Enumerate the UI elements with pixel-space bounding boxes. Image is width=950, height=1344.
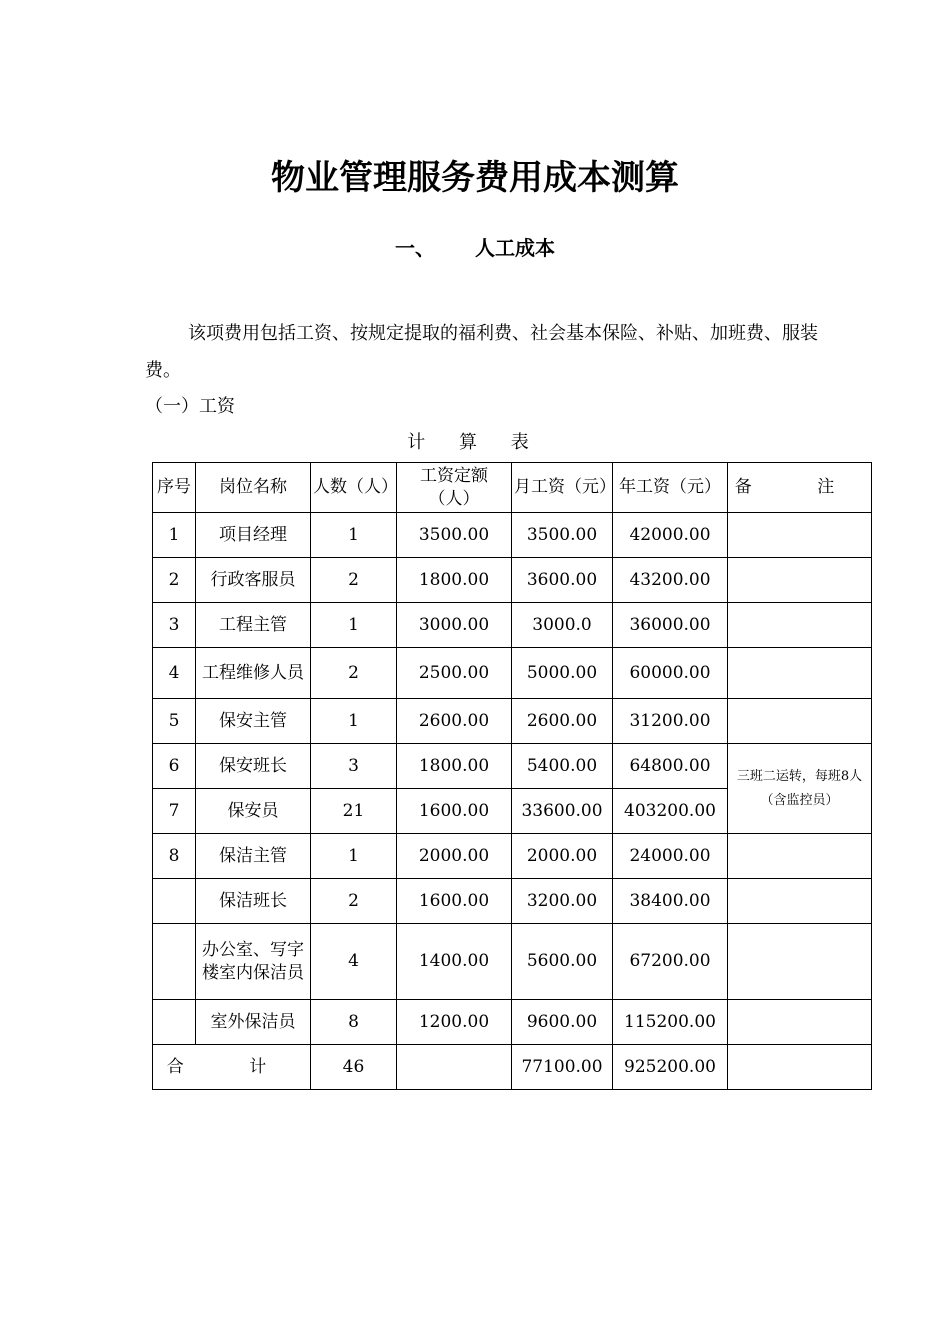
- header-rate: 工资定额（人）: [397, 463, 512, 513]
- subheading: （一）工资: [145, 396, 235, 417]
- table-row: [153, 744, 872, 789]
- table-row: [153, 513, 872, 558]
- cell-count: 3: [311, 744, 397, 789]
- cell-rate: 1600.00: [397, 789, 512, 834]
- cell-count: 1: [311, 513, 397, 558]
- cell-position: 保洁班长: [196, 879, 311, 924]
- cell-annual: 60000.00: [613, 648, 728, 699]
- cell-annual: 403200.00: [613, 789, 728, 834]
- cell-no: 6: [153, 744, 196, 789]
- table-row: [153, 603, 872, 648]
- cell-remarks: [728, 879, 872, 924]
- cell-remarks: [728, 1000, 872, 1045]
- cell-monthly: 33600.00: [512, 789, 613, 834]
- cell-no: [153, 924, 196, 1000]
- cell-position: 保安主管: [196, 699, 311, 744]
- cell-remarks: [728, 603, 872, 648]
- header-no: 序号: [153, 463, 196, 513]
- table-row: [153, 1000, 872, 1045]
- cell-remarks: [728, 924, 872, 1000]
- cell-count: 2: [311, 879, 397, 924]
- cell-monthly: 9600.00: [512, 1000, 613, 1045]
- cell-monthly: 3200.00: [512, 879, 613, 924]
- table-row: [153, 699, 872, 744]
- cell-count: 1: [311, 699, 397, 744]
- cell-count: 4: [311, 924, 397, 1000]
- total-row: [153, 1045, 872, 1090]
- cell-position: 室外保洁员: [196, 1000, 311, 1045]
- cell-rate: 1800.00: [397, 558, 512, 603]
- cell-monthly: 3500.00: [512, 513, 613, 558]
- table-row: [153, 834, 872, 879]
- cell-count: 1: [311, 603, 397, 648]
- salary-table: [152, 462, 872, 1090]
- cell-no: 1: [153, 513, 196, 558]
- cell-monthly: 5600.00: [512, 924, 613, 1000]
- cell-annual: 38400.00: [613, 879, 728, 924]
- total-count: 46: [311, 1045, 397, 1090]
- cell-rate: 1800.00: [397, 744, 512, 789]
- total-remarks: [728, 1045, 872, 1090]
- cell-rate: 3000.00: [397, 603, 512, 648]
- cell-rate: 2000.00: [397, 834, 512, 879]
- cell-remarks: [728, 513, 872, 558]
- table-row: [153, 879, 872, 924]
- cell-rate: 1600.00: [397, 879, 512, 924]
- cell-monthly: 2000.00: [512, 834, 613, 879]
- cell-no: 7: [153, 789, 196, 834]
- cell-annual: 67200.00: [613, 924, 728, 1000]
- security-shift-note: 三班二运转，每班8人（含监控员）: [728, 744, 872, 834]
- cell-monthly: 5400.00: [512, 744, 613, 789]
- cell-annual: 64800.00: [613, 744, 728, 789]
- cell-no: [153, 879, 196, 924]
- total-monthly: 77100.00: [512, 1045, 613, 1090]
- cell-annual: 43200.00: [613, 558, 728, 603]
- cell-count: 8: [311, 1000, 397, 1045]
- table-row: [153, 558, 872, 603]
- cell-no: 5: [153, 699, 196, 744]
- cell-position: 工程主管: [196, 603, 311, 648]
- cell-position: 保洁主管: [196, 834, 311, 879]
- cell-no: 3: [153, 603, 196, 648]
- cell-no: 4: [153, 648, 196, 699]
- table-row: [153, 648, 872, 699]
- cell-annual: 36000.00: [613, 603, 728, 648]
- cell-count: 21: [311, 789, 397, 834]
- cell-rate: 2600.00: [397, 699, 512, 744]
- cell-count: 2: [311, 648, 397, 699]
- cell-position: 保安班长: [196, 744, 311, 789]
- cell-remarks: [728, 558, 872, 603]
- cell-annual: 24000.00: [613, 834, 728, 879]
- header-monthly: 月工资（元）: [512, 463, 613, 513]
- cell-monthly: 3000.0: [512, 603, 613, 648]
- section-number: 一、: [395, 236, 435, 260]
- cell-no: 2: [153, 558, 196, 603]
- header-position: 岗位名称: [196, 463, 311, 513]
- document-title: 物业管理服务费用成本测算: [271, 158, 679, 198]
- cell-monthly: 2600.00: [512, 699, 613, 744]
- cell-position: 项目经理: [196, 513, 311, 558]
- cell-no: [153, 1000, 196, 1045]
- cell-annual: 42000.00: [613, 513, 728, 558]
- cell-monthly: 5000.00: [512, 648, 613, 699]
- cell-position: 工程维修人员: [196, 648, 311, 699]
- header-annual: 年工资（元）: [613, 463, 728, 513]
- table-row: [153, 924, 872, 1000]
- cell-rate: 1400.00: [397, 924, 512, 1000]
- cell-count: 1: [311, 834, 397, 879]
- cell-remarks: [728, 834, 872, 879]
- cell-position: 办公室、写字楼室内保洁员: [196, 924, 311, 1000]
- section-title: 人工成本: [475, 236, 555, 260]
- table-caption: 计 算 表: [407, 432, 543, 453]
- table-header-row: [153, 463, 872, 513]
- cell-annual: 115200.00: [613, 1000, 728, 1045]
- total-annual: 925200.00: [613, 1045, 728, 1090]
- cell-no: 8: [153, 834, 196, 879]
- cell-rate: 3500.00: [397, 513, 512, 558]
- body-paragraph: 该项费用包括工资、按规定提取的福利费、社会基本保险、补贴、加班费、服装费。: [145, 323, 818, 381]
- cell-count: 2: [311, 558, 397, 603]
- cell-position: 行政客服员: [196, 558, 311, 603]
- cell-rate: 1200.00: [397, 1000, 512, 1045]
- cell-position: 保安员: [196, 789, 311, 834]
- header-count: 人数（人）: [311, 463, 397, 513]
- header-remarks: 备 注: [728, 463, 872, 513]
- cell-monthly: 3600.00: [512, 558, 613, 603]
- cell-rate: 2500.00: [397, 648, 512, 699]
- total-label: 合 计: [153, 1045, 311, 1090]
- cell-remarks: [728, 699, 872, 744]
- cell-remarks: [728, 648, 872, 699]
- cell-annual: 31200.00: [613, 699, 728, 744]
- section-heading: [0, 232, 950, 261]
- total-rate: [397, 1045, 512, 1090]
